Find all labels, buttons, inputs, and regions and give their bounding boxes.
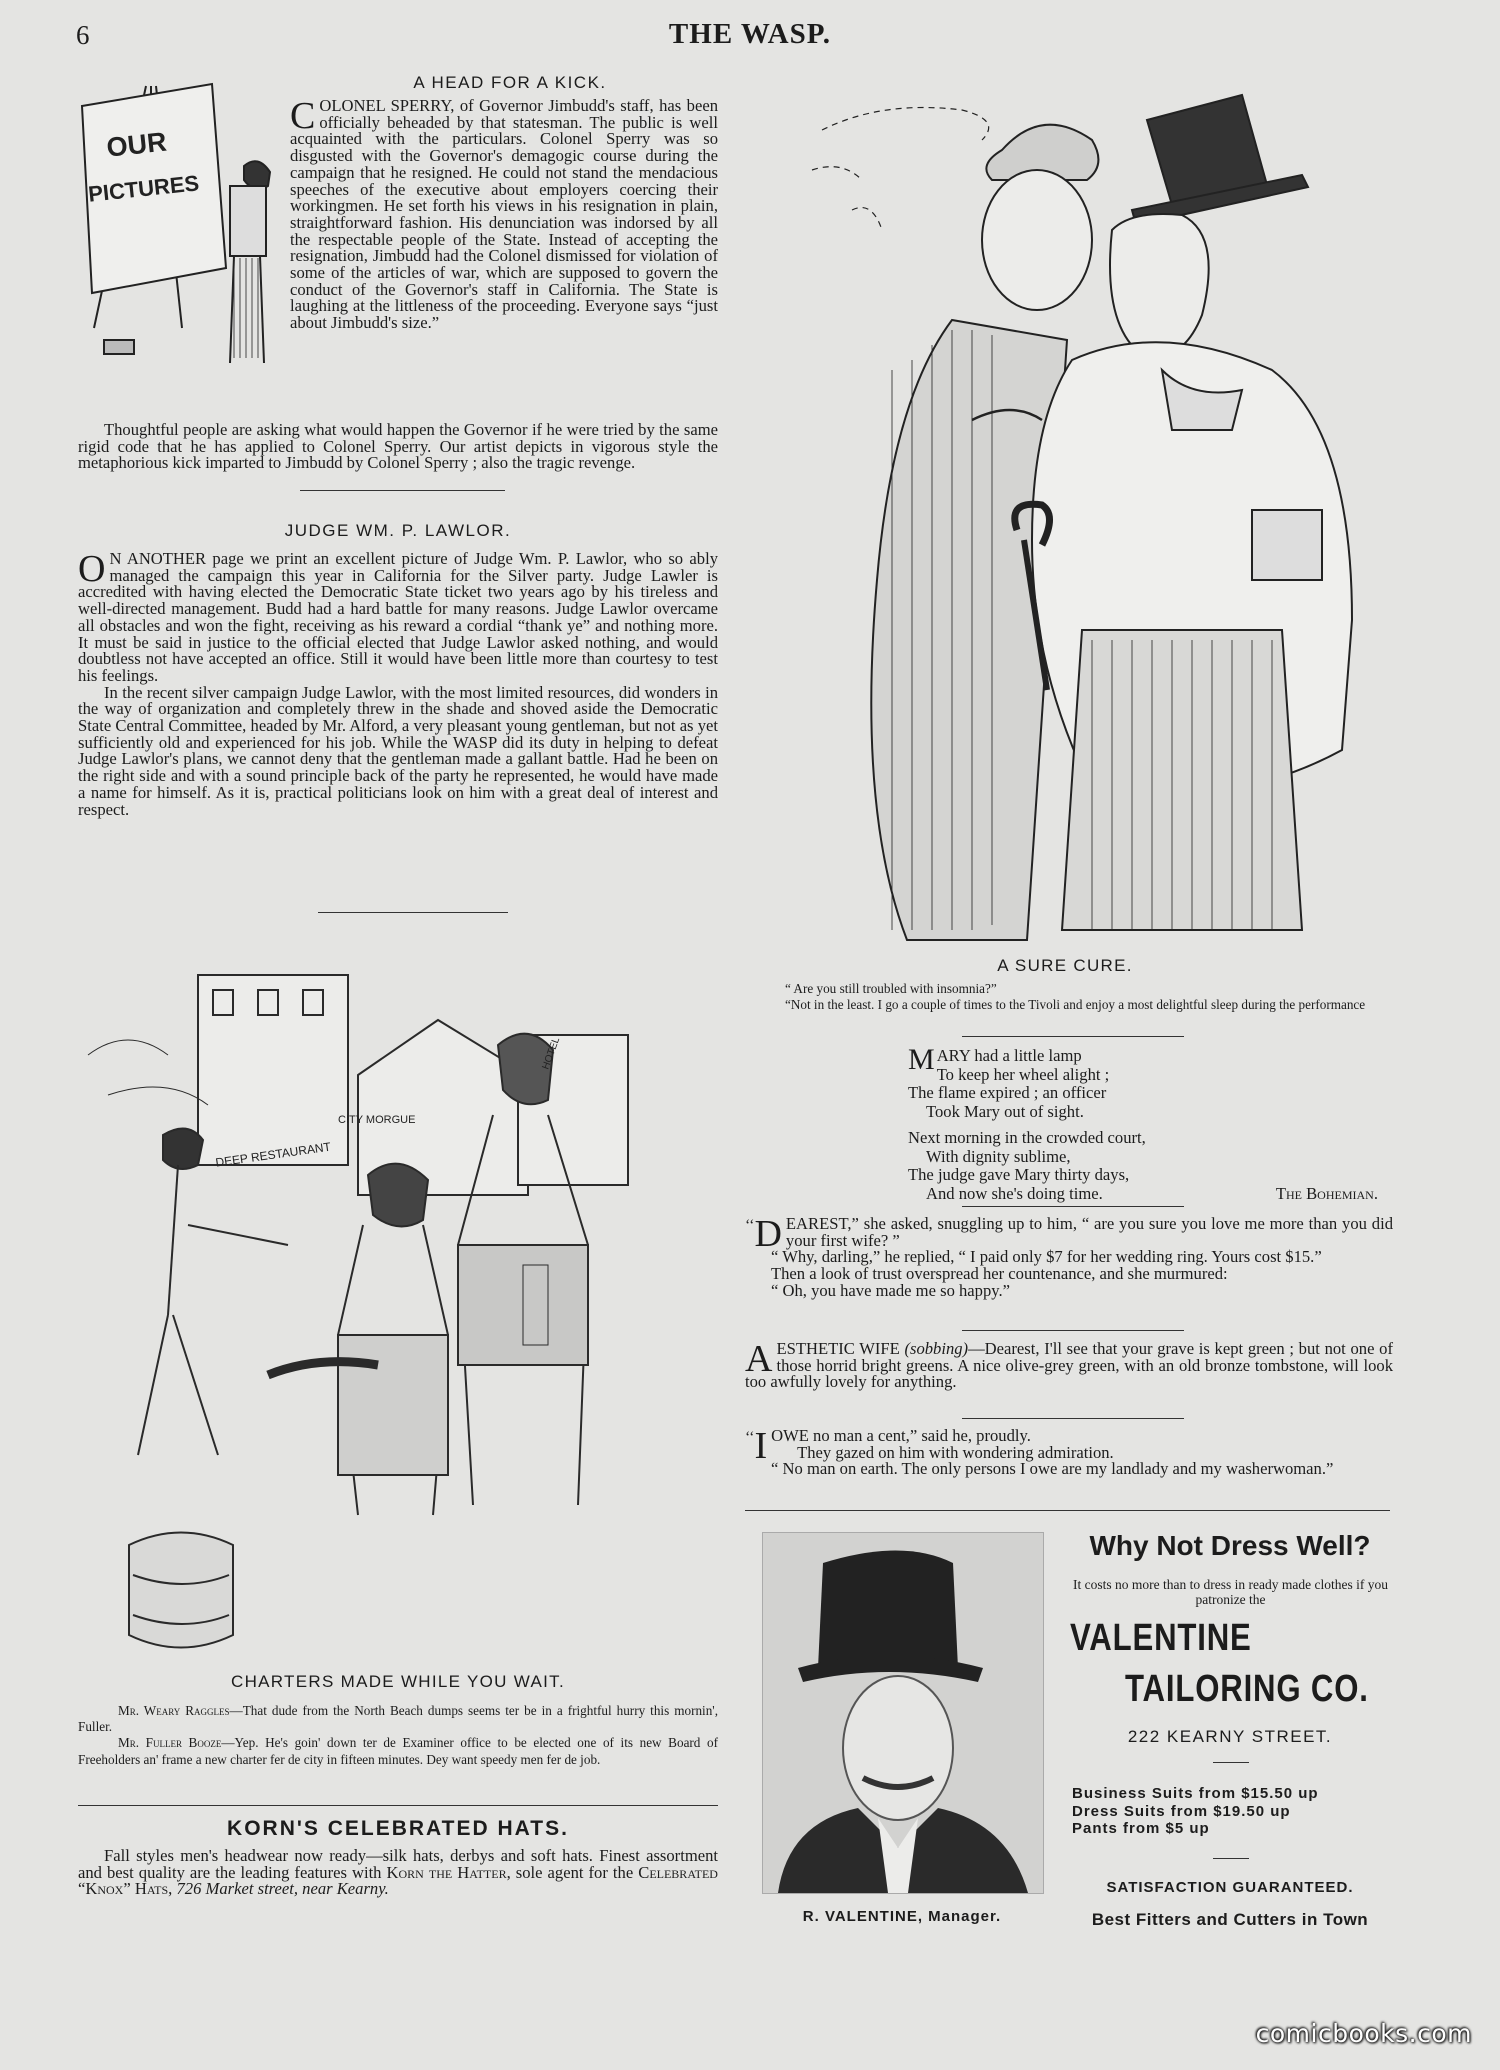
knox-hats: Celebrated “Knox” Hats, xyxy=(78,1862,718,1899)
dropcap-o: O xyxy=(78,548,106,590)
charters-caption: CHARTERS MADE WHILE YOU WAIT. xyxy=(231,1672,565,1691)
poem-line: The judge gave Mary thirty days, xyxy=(908,1165,1130,1184)
line-fuller-booze: —Yep. He's goin' down ter de Examiner office to be elected one of its new Board of Freeholders an' frame a new charter fer de city in fifteen minutes. Dey want speedy men fer de job. xyxy=(78,1735,718,1767)
sure-cure-caption: A SURE CURE. xyxy=(997,956,1133,975)
divider xyxy=(962,1330,1184,1331)
line-weary-raggles: —That dude from the North Beach dumps seems ter be in a frightful hurry this mornin', Fuller. xyxy=(78,1703,718,1735)
valentine-prices xyxy=(1072,1785,1402,1838)
valentine-name-2: TAILORING CO. xyxy=(1125,1668,1369,1710)
sure-cure-question: “ Are you still troubled with insomnia?” xyxy=(785,981,997,996)
speaker-fuller-booze: Mr. Fuller Booze xyxy=(118,1735,222,1751)
divider xyxy=(962,1206,1184,1207)
valentine-headline: Why Not Dress Well? xyxy=(1089,1530,1371,1561)
valentine-address: 222 KEARNY STREET. xyxy=(1127,1727,1333,1746)
poem-line: ARY had a little lamp xyxy=(936,1046,1082,1065)
head-for-kick-para2: Thoughtful people are asking what would happen the Governor if he were tried by the same rigid code that he has applied to Colonel Sperry. Our artist depicts in vigorous style the metaphorious kick imparted to Jimbudd by Colonel Sperry ; also the tragic revenge. xyxy=(78,420,718,473)
our-pictures-sign-text: OUR xyxy=(105,126,168,163)
dropcap-i: I xyxy=(754,1425,768,1467)
svg-text:PICTURES: PICTURES xyxy=(87,170,201,207)
page-number: 6 xyxy=(76,20,90,50)
divider xyxy=(1213,1762,1249,1763)
head-for-kick-lead: OLONEL SPERRY, of Governor Jimbudd's staff, has been officially beheaded by that statesman. The public is well acquainted with the particulars. Colonel Sperry was so disgusted with the Governor's demagogic course during the campaign that he resigned. He could not stand the mendacious speeches of the executive about employers coercing their workingmen. He set forth his views in his resignation in plain, straightforward fashion. His denunciation was indorsed by all the respectable people of the State. Instead of accepting the resignation, Jimbudd had the Colonel dismissed for violation of some of the articles of war, which are supposed to govern the conduct of the Governor's staff in California. The State is laughing at the littleness of the proceeding. Everyone says “just about Jimbudd's size.” xyxy=(290,96,718,333)
lawlor-body xyxy=(78,548,718,819)
korn-ad-title: KORN'S CELEBRATED HATS. xyxy=(227,1817,569,1840)
joke-dearest: ‘‘ D EAREST,” she asked, snuggling up to him, “ are you sure you love me more than you did your first wife? ” “ Why, darling,” he replied, “ I paid only $7 for her wedding ring. Yours cost $15.” Then a look of trust overspread her countenance, and she murmured: “ Oh, you have made me so happy.” xyxy=(745,1213,1393,1300)
dropcap-c: C xyxy=(290,95,316,137)
owe-line2: They gazed on him with wondering admiration. xyxy=(797,1442,1114,1462)
valentine-tagline: Best Fitters and Cutters in Town xyxy=(1091,1910,1369,1929)
sure-cure-dialog xyxy=(745,981,1395,1013)
joke-aesthetic: A ESTHETIC WIFE (sobbing)—Dearest, I'll see that your grave is kept green ; but not one of those horrid bright greens. A nice olive-grey green, with an old bronze tombstone, will look too awfully lovely for anything. xyxy=(745,1338,1393,1392)
dropcap-d: D xyxy=(754,1213,782,1255)
speaker-weary-raggles: Mr. Weary Raggles xyxy=(118,1703,230,1718)
divider xyxy=(1213,1858,1249,1859)
dearest-close: “ Oh, you have made me so happy.” xyxy=(771,1280,1010,1300)
joke-owe: ‘‘ I OWE no man a cent,” said he, proudly. They gazed on him with wondering admiration. “ No man on earth. The only persons I owe are my landlady and my washerwoman.” xyxy=(745,1428,1393,1478)
dearest-lead: EAREST,” she asked, snuggling up to him, “ are you sure you love me more than you did your first wife? ” xyxy=(785,1214,1393,1250)
sign-hotel: HOTEL xyxy=(540,1035,563,1072)
valentine-name-1: VALENTINE xyxy=(1070,1617,1252,1659)
dearest-reply: “ Why, darling,” he replied, “ I paid only $7 for her wedding ring. Yours cost $15.” xyxy=(771,1247,1322,1267)
divider xyxy=(78,1805,718,1806)
poem-line: With dignity sublime, xyxy=(926,1146,1071,1166)
poem-line: To keep her wheel alight ; xyxy=(936,1064,1110,1084)
head-for-kick-para2-block xyxy=(78,422,718,472)
lawlor-para2: In the recent silver campaign Judge Lawlor, with the most limited resources, did wonders in the way of organization and completely threw in the shade and shoved aside the Democratic State Central Committee, headed by Mr. Alford, a very pleasant young gentleman, but not as yet sufficiently old and experienced for his job. While the WASP did its duty in helping to defeat Judge Lawlor's plans, we cannot deny that the gentleman made a gallant battle. Had he been on the right side and with a sound principle back of the party he represented, he would have made a name for himself. As it is, practical politicians look on him with a great deal of interest and respect. xyxy=(78,682,718,819)
sure-cure-cartoon xyxy=(792,70,1432,950)
divider xyxy=(318,912,508,913)
poem-line: Next morning in the crowded court, xyxy=(908,1128,1146,1147)
masthead: THE WASP. xyxy=(668,18,832,50)
poem-mary xyxy=(908,1043,1378,1203)
sign-deep-restaurant: DEEP RESTAURANT xyxy=(214,1139,332,1170)
price-dress-suits: Dress Suits from $19.50 up xyxy=(1072,1802,1291,1820)
valentine-photo-caption: R. VALENTINE, Manager. xyxy=(802,1908,1002,1925)
korn-address: 726 Market street, near Kearny. xyxy=(176,1879,389,1899)
poem-line: Took Mary out of sight. xyxy=(926,1101,1084,1121)
divider xyxy=(745,1510,1390,1511)
price-business-suits: Business Suits from $15.50 up xyxy=(1072,1785,1319,1802)
charters-dialog xyxy=(78,1703,718,1768)
korn-the-hatter: Korn the Hatter, xyxy=(386,1862,511,1882)
divider xyxy=(962,1036,1184,1037)
our-pictures-illustration xyxy=(74,78,279,378)
valentine-portrait xyxy=(762,1532,1044,1894)
sure-cure-answer: “Not in the least. I go a couple of times to the Tivoli and enjoy a most delightful sleep during the performance xyxy=(785,997,1366,1013)
dropcap-a: A xyxy=(745,1338,773,1380)
divider xyxy=(300,490,505,491)
valentine-guarantee: SATISFACTION GUARANTEED. xyxy=(1106,1879,1354,1896)
lawlor-para1: N ANOTHER page we print an excellent picture of Judge Wm. P. Lawlor, who so ably managed the campaign this year in California for the Silver party. Judge Lawler is accredited with having elected the Democratic State ticket two years ago by his tireless and well-directed management. Budd had a hard battle for many reasons. Judge Lawlor overcame all obstacles and won the fight, receiving as his reward a cordial “thank ye” and nothing more. It must be said in justice to the official elected that Judge Lawlor asked nothing, and would doubtless not have accepted an office. Still it would have been little more than courtesy to test his feelings. xyxy=(78,549,718,685)
divider xyxy=(962,1418,1184,1419)
sign-city-morgue: CITY MORGUE xyxy=(338,1114,416,1126)
poem-line: And now she's doing time. The Bohemian. xyxy=(926,1183,1378,1203)
charters-cartoon xyxy=(78,935,718,1665)
site-watermark: comicbooks.com xyxy=(1255,2019,1472,2048)
valentine-subtext: It costs no more than to dress in ready made clothes if you patronize the xyxy=(1073,1577,1388,1607)
price-pants: Pants from $5 up xyxy=(1072,1820,1210,1837)
head-for-kick-lead-block xyxy=(290,95,718,333)
poem-source: The Bohemian. xyxy=(1275,1183,1378,1203)
korn-ad-body: Fall styles men's headwear now ready—silk hats, derbys and soft hats. Finest assortment and best quality are the leading features with Korn the Hatter, sole agent for the Celebrated “Knox” Hats, 726 Market street, near Kearny. xyxy=(78,1846,718,1899)
dropcap-m: M xyxy=(908,1043,935,1076)
owe-line3: “ No man on earth. The only persons I owe are my landlady and my washerwoman.” xyxy=(771,1459,1334,1479)
poem-line: The flame expired ; an officer xyxy=(908,1083,1107,1102)
article-title-lawlor: JUDGE WM. P. LAWLOR. xyxy=(284,521,512,540)
dearest-narration: Then a look of trust overspread her countenance, and she murmured: xyxy=(771,1264,1228,1284)
owe-lead: OWE no man a cent,” said he, proudly. xyxy=(771,1426,1031,1445)
article-title-head-for-kick: A HEAD FOR A KICK. xyxy=(413,73,607,92)
